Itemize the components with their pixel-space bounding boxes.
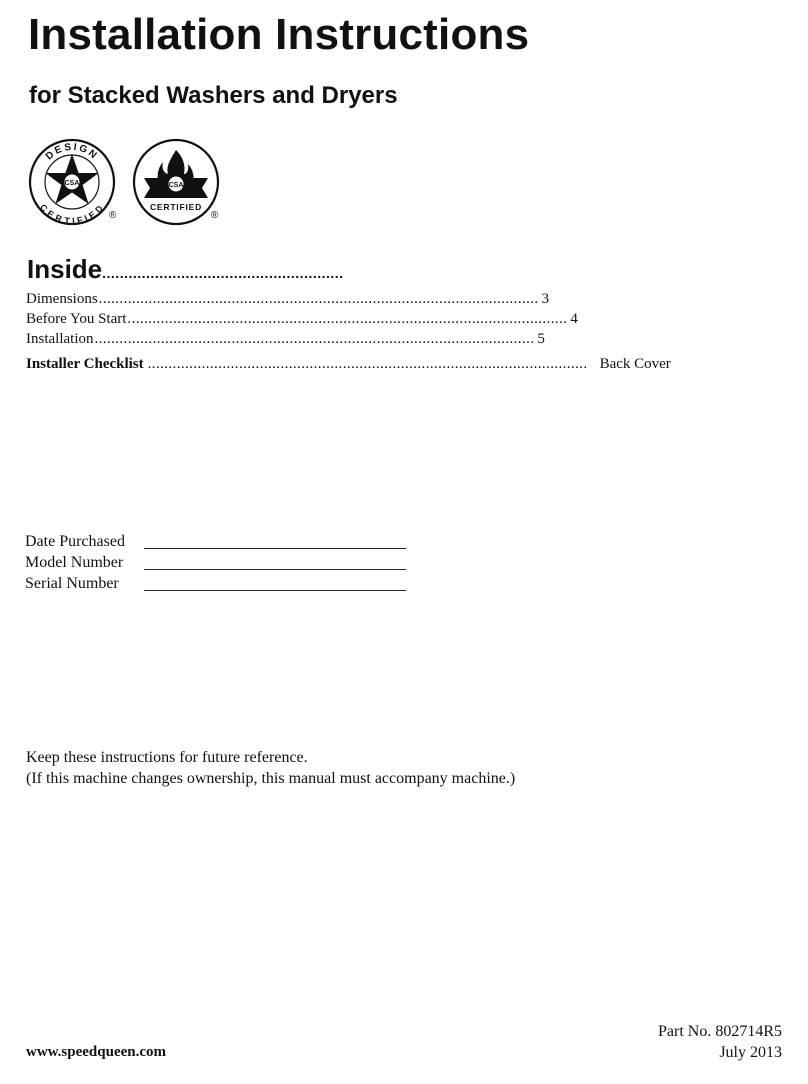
seal-center-text: CSA — [64, 180, 80, 187]
serial-number-field — [25, 575, 406, 593]
toc-label: Installation — [26, 331, 94, 347]
registered-mark: ® — [211, 210, 219, 221]
toc-page-number: 4 — [570, 311, 578, 327]
toc-leader-dots: .......................................................................................................... — [98, 291, 539, 307]
toc-label: Installer Checklist — [26, 356, 144, 372]
toc-entry-dimensions[interactable] — [26, 291, 550, 308]
inside-heading — [27, 254, 344, 285]
toc-entry-installation[interactable] — [26, 331, 545, 348]
part-number: Part No. 802714R5 — [658, 1023, 782, 1040]
page-subtitle: for Stacked Washers and Dryers — [29, 82, 398, 109]
field-label: Serial Number — [25, 575, 119, 592]
website-link[interactable]: www.speedqueen.com — [26, 1044, 167, 1060]
toc-page-number: 5 — [537, 331, 545, 347]
toc-leader-dots: .......................................................................................................... — [147, 356, 588, 372]
toc-page-number: Back Cover — [599, 356, 671, 372]
registered-mark: ® — [109, 210, 117, 221]
gas-certified-seal — [132, 138, 224, 228]
date-purchased-field — [25, 533, 406, 551]
field-label: Date Purchased — [25, 533, 125, 550]
inside-heading-text: Inside — [27, 254, 103, 284]
toc-entry-installer-checklist[interactable] — [26, 356, 671, 373]
publication-date: July 2013 — [719, 1044, 782, 1061]
seal-center-text: CSA — [168, 182, 184, 189]
toc-label: Before You Start — [26, 311, 127, 327]
keep-instructions-note: Keep these instructions for future reference. — [26, 749, 308, 766]
ownership-note: (If this machine changes ownership, this manual must accompany machine.) — [26, 770, 516, 787]
toc-page-number: 3 — [541, 291, 550, 307]
model-number-field — [25, 554, 406, 572]
toc-leader-dots: .......................................................................................................... — [94, 331, 535, 347]
field-label: Model Number — [25, 554, 124, 571]
toc-leader-dots: .......................................................................................................... — [127, 311, 568, 327]
blank-line[interactable] — [144, 555, 406, 570]
blank-line[interactable] — [144, 576, 406, 591]
toc-entry-before-you-start[interactable] — [26, 311, 578, 328]
seal-banner-text: CERTIFIED — [149, 202, 203, 212]
page-title: Installation Instructions — [28, 10, 530, 59]
toc-label: Dimensions — [26, 291, 98, 307]
blank-line[interactable] — [144, 534, 406, 549]
design-certified-seal — [28, 138, 120, 228]
seal-top-text: DESIGN — [43, 141, 101, 163]
seal-bottom-text: CERTIFIED — [37, 202, 107, 227]
svg-text:CERTIFIED — [38, 202, 106, 226]
inside-heading-dots: ....................................................... — [102, 265, 344, 281]
